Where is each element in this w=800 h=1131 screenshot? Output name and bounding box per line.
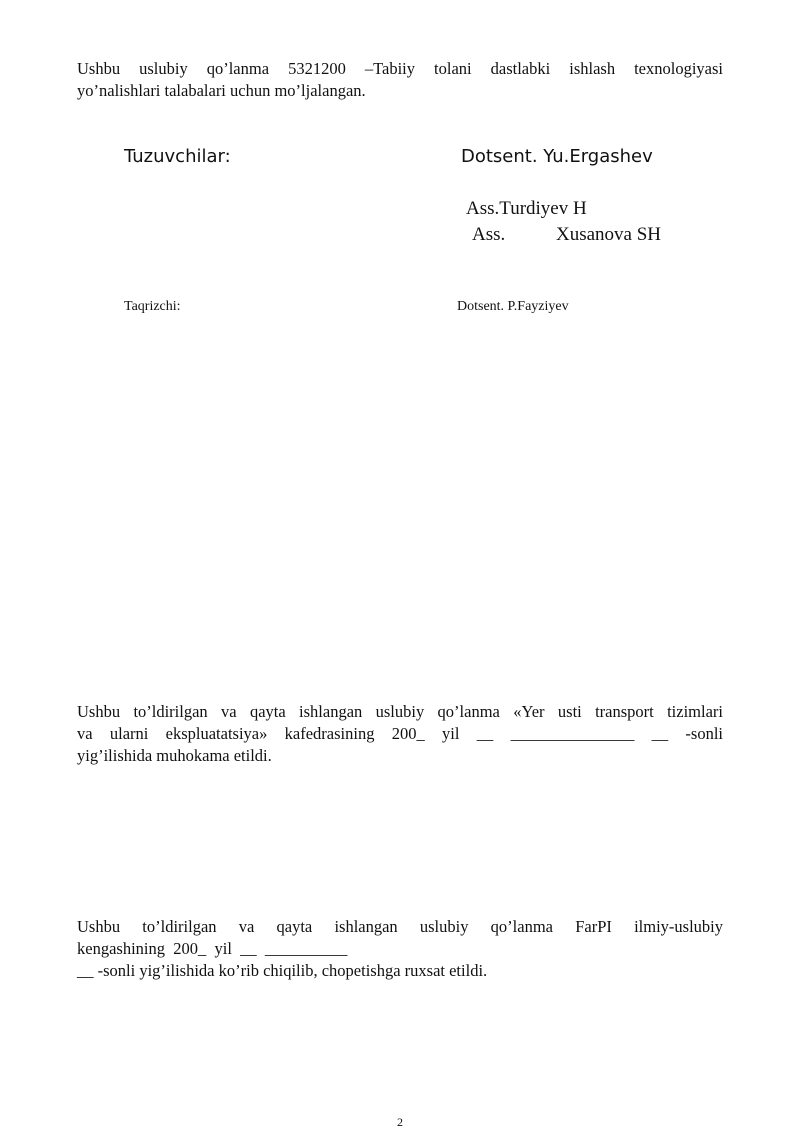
author-1: Dotsent. Yu.Ergashev — [461, 146, 653, 167]
intro-line-2: yo’nalishlari talabalari uchun mo’ljalangan. — [77, 81, 366, 100]
intro-paragraph — [77, 58, 723, 102]
authors-label: Tuzuvchilar: — [124, 146, 231, 167]
page-number: 2 — [397, 1115, 403, 1129]
approval-line-3: __ -sonli yig’ilishida ko’rib chiqilib, chopetishga ruxsat etildi. — [77, 961, 488, 980]
approval-line-1: Ushbu to’ldirilgan va qayta ishlangan uslubiy qo’lanma FarPI ilmiy-uslubiy — [77, 917, 723, 936]
discussion-line-1: Ushbu to’ldirilgan va qayta ishlangan uslubiy qo’lanma «Yer usti transport tizimlari — [77, 702, 723, 721]
author-3-title: Ass. — [472, 224, 506, 245]
approval-line-2: kengashining 200_ yil __ __________ — [77, 939, 348, 958]
author-2: Ass.Turdiyev H — [466, 198, 587, 219]
discussion-line-2: va ularni ekspluatatsiya» kafedrasining 200_ yil __ _______________ __ -sonli — [77, 724, 723, 743]
intro-line-1: Ushbu uslubiy qo’lanma 5321200 –Tabiiy tolani dastlabki ishlash texnologiyasi — [77, 59, 723, 78]
discussion-paragraph — [77, 701, 723, 767]
reviewer-label: Taqrizchi: — [124, 299, 181, 314]
author-3-name: Xusanova SH — [556, 224, 662, 245]
discussion-line-3: yig’ilishida muhokama etildi. — [77, 746, 272, 765]
reviewer-name: Dotsent. P.Fayziyev — [457, 299, 569, 314]
approval-paragraph — [77, 916, 723, 982]
